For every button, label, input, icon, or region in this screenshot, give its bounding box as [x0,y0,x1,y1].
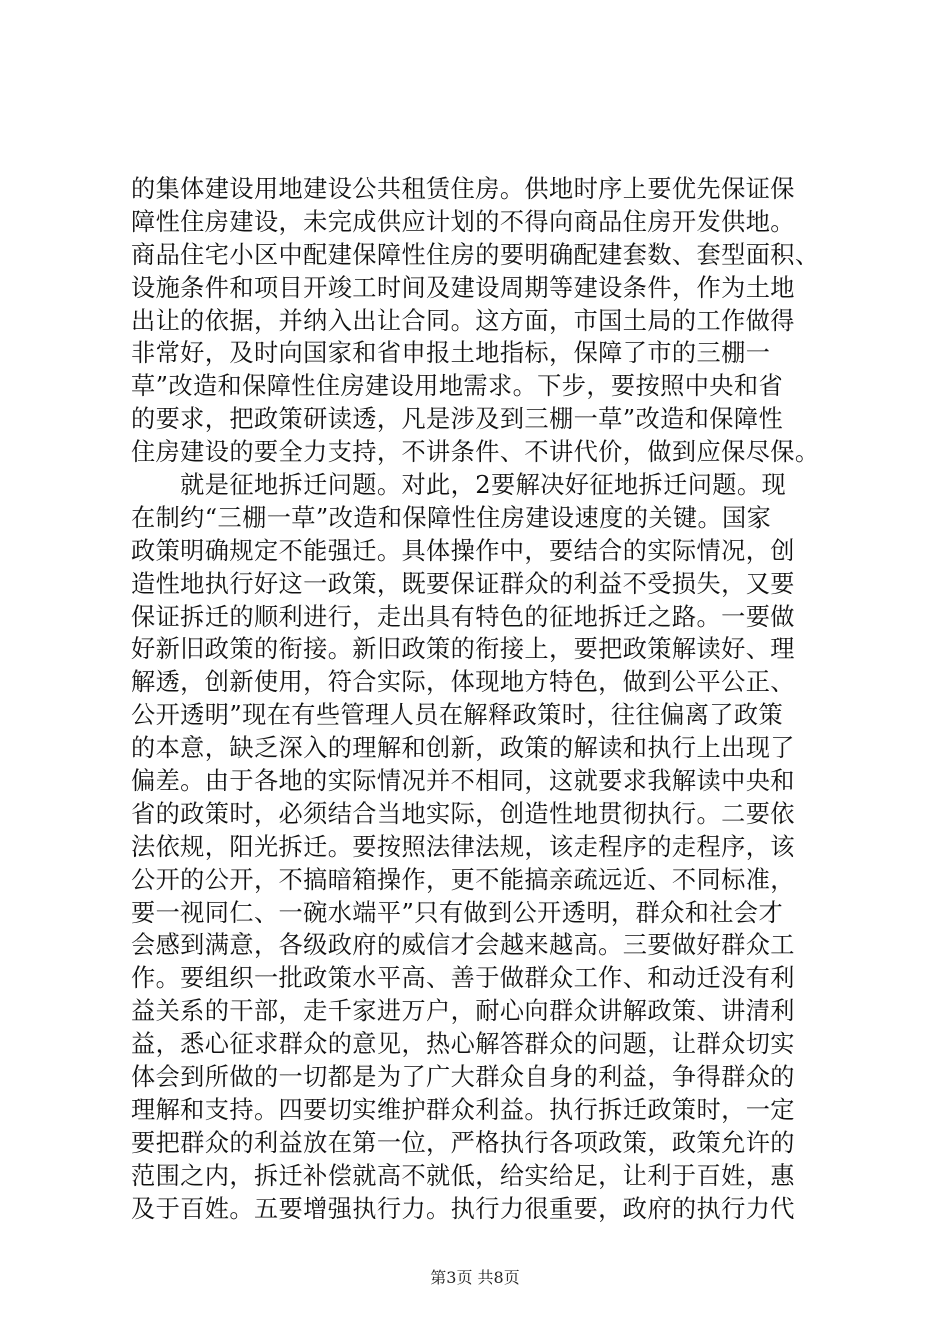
text-line: 设施条件和项目开竣工时间及建设周期等建设条件，作为土地 [131,273,795,302]
page-number-footer: 第3页 共8页 [430,1268,520,1287]
paragraph-1 [131,173,831,469]
paragraph-2 [131,469,831,1225]
text-line: 体会到所做的一切都是为了广大群众自身的利益，争得群众的 [131,1063,795,1092]
text-line: 政策明确规定不能强迁。具体操作中，要结合的实际情况，创 [131,536,795,565]
text-line: 解透，创新使用，符合实际，体现地方特色，做到公平公正、 [131,668,795,697]
text-line: 住房建设的要全力支持，不讲条件、不讲代价，做到应保尽保。 [131,438,820,467]
text-line: 益关系的干部，走千家进万户，耐心向群众讲解政策、讲清利 [131,997,795,1026]
text-line: 要一视同仁、一碗水端平”只有做到公开透明，群众和社会才 [131,898,784,927]
text-line: 保证拆迁的顺利进行，走出具有特色的征地拆迁之路。一要做 [131,602,795,631]
text-line: 的本意，缺乏深入的理解和创新，政策的解读和执行上出现了 [131,734,795,763]
text-line: 的要求，把政策研读透，凡是涉及到三棚一草”改造和保障性 [131,405,784,434]
text-line: 作。要组织一批政策水平高、善于做群众工作、和动迁没有利 [131,964,795,993]
text-line: 范围之内，拆迁补偿就高不就低，给实给足，让利于百姓，惠 [131,1161,795,1190]
text-line: 好新旧政策的衔接。新旧政策的衔接上，要把政策解读好、理 [131,635,795,664]
text-line: 商品住宅小区中配建保障性住房的要明确配建套数、套型面积、 [131,240,820,269]
text-line: 益，悉心征求群众的意见，热心解答群众的问题，让群众切实 [131,1030,795,1059]
text-line: 及于百姓。五要增强执行力。执行力很重要，政府的执行力代 [131,1194,795,1223]
text-line: 要把群众的利益放在第一位，严格执行各项政策，政策允许的 [131,1128,795,1157]
text-line: 非常好，及时向国家和省申报土地指标，保障了市的三棚一 [131,339,771,368]
text-line: 就是征地拆迁问题。对此，2要解决好征地拆迁问题。现 [131,471,787,499]
text-line: 障性住房建设，未完成供应计划的不得向商品住房开发供地。 [131,207,795,236]
text-line: 偏差。由于各地的实际情况并不相同，这就要求我解读中央和 [131,767,795,796]
text-line: 公开的公开，不搞暗箱操作，更不能搞亲疏远近、不同标准， [131,865,795,894]
text-line: 造性地执行好这一政策，既要保证群众的利益不受损失，又要 [131,569,795,598]
text-line: 会感到满意，各级政府的威信才会越来越高。三要做好群众工 [131,931,795,960]
text-line: 法依规，阳光拆迁。要按照法律法规，该走程序的走程序，该 [131,832,795,861]
text-line: 省的政策时，必须结合当地实际，创造性地贯彻执行。二要依 [131,799,795,828]
text-line: 理解和支持。四要切实维护群众利益。执行拆迁政策时，一定 [131,1095,795,1124]
text-line: 公开透明”现在有些管理人员在解释政策时，往往偏离了政策 [131,701,784,730]
text-line: 草”改造和保障性住房建设用地需求。下步，要按照中央和省 [131,372,784,401]
text-line: 在制约“三棚一草”改造和保障性住房建设速度的关键。国家 [131,503,772,532]
text-line: 的集体建设用地建设公共租赁住房。供地时序上要优先保证保 [131,175,795,203]
text-line: 出让的依据，并纳入出让合同。这方面，市国土局的工作做得 [131,306,795,335]
